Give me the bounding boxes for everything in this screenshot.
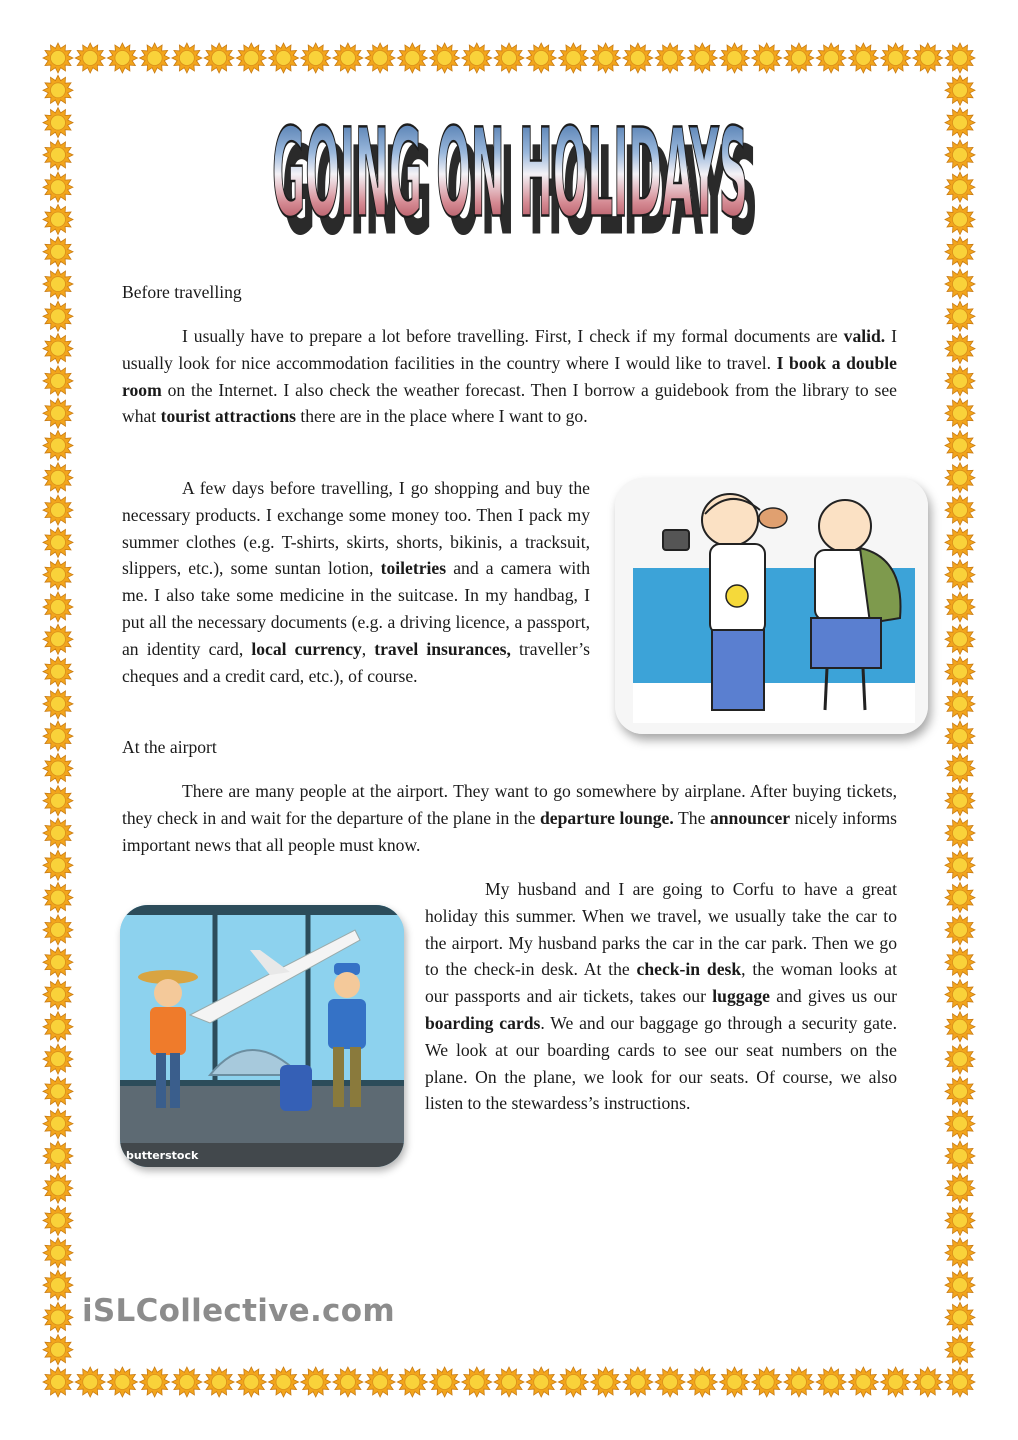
sun-icon xyxy=(623,43,653,73)
sun-icon xyxy=(784,1367,814,1397)
sun-icon xyxy=(945,205,975,235)
sun-icon xyxy=(945,75,975,105)
sun-icon xyxy=(301,1367,331,1397)
sun-icon xyxy=(945,1335,975,1365)
paragraph-airport-2: My husband and I are going to Corfu to have a great holiday this summer. When we travel, we usually take the car to the airport. My husband parks the car in the car park. Then we go to the check-in desk. At the check-in desk, the woman looks at our passports and air tickets, takes our luggage and gives us our boarding cards. We and our baggage go through a security gate. We look at our boarding cards to see our seat numbers on the plane. On the plane, we look for our seats. Of course, we also listen to the stewardess’s instructions. xyxy=(425,879,898,1114)
sun-icon xyxy=(945,850,975,880)
sun-icon xyxy=(945,463,975,493)
sun-icon xyxy=(75,1367,105,1397)
sun-icon xyxy=(945,140,975,170)
sun-icon xyxy=(43,108,73,138)
tourists-illustration xyxy=(615,478,928,734)
page-title xyxy=(262,118,762,258)
sun-icon xyxy=(43,753,73,783)
sun-icon xyxy=(43,786,73,816)
sun-icon xyxy=(43,915,73,945)
sun-icon xyxy=(623,1367,653,1397)
sun-icon xyxy=(848,43,878,73)
sun-icon xyxy=(752,1367,782,1397)
sun-icon xyxy=(945,721,975,751)
sun-icon xyxy=(75,43,105,73)
sun-icon xyxy=(945,592,975,622)
sun-icon xyxy=(945,624,975,654)
sun-icon xyxy=(526,43,556,73)
section-heading-before: Before travelling xyxy=(122,282,242,302)
sun-icon xyxy=(43,366,73,396)
sun-icon xyxy=(172,43,202,73)
sun-icon xyxy=(945,1367,975,1397)
sun-icon xyxy=(43,1141,73,1171)
sun-icon xyxy=(301,43,331,73)
sun-icon xyxy=(591,43,621,73)
sun-icon xyxy=(462,1367,492,1397)
sun-icon xyxy=(945,753,975,783)
sun-icon xyxy=(43,463,73,493)
sun-icon xyxy=(945,915,975,945)
sun-icon xyxy=(43,1206,73,1236)
sun-icon xyxy=(43,1302,73,1332)
sun-icon xyxy=(945,786,975,816)
sun-icon xyxy=(397,1367,427,1397)
sun-icon xyxy=(333,1367,363,1397)
sun-icon xyxy=(945,657,975,687)
sun-icon xyxy=(365,43,395,73)
svg-text:GOING ON HOLIDAYS: GOING ON HOLIDAYS xyxy=(282,120,758,258)
sun-icon xyxy=(43,269,73,299)
sun-icon xyxy=(43,1076,73,1106)
sun-icon xyxy=(365,1367,395,1397)
sun-icon xyxy=(43,1238,73,1268)
sun-icon xyxy=(43,527,73,557)
sun-icon xyxy=(43,1012,73,1042)
sun-icon xyxy=(43,495,73,525)
sun-icon xyxy=(945,689,975,719)
sun-icon xyxy=(945,1044,975,1074)
sun-icon xyxy=(43,883,73,913)
sun-icon xyxy=(204,1367,234,1397)
sun-icon xyxy=(945,398,975,428)
sun-icon xyxy=(43,980,73,1010)
sun-icon xyxy=(204,43,234,73)
sun-icon xyxy=(494,1367,524,1397)
sun-icon xyxy=(945,269,975,299)
sun-icon xyxy=(913,43,943,73)
sun-icon xyxy=(945,334,975,364)
sun-icon xyxy=(945,947,975,977)
sun-icon xyxy=(107,1367,137,1397)
sun-icon xyxy=(43,398,73,428)
paragraph-before-2: A few days before travelling, I go shopping and buy the necessary products. I exchange some money too. Then I pack my summer clothes (e.g. T-shirts, skirts, shorts, bikinis, a tracksuit, slippers, etc.), some suntan lotion, toiletries and a camera with me. I also take some medicine in the suitcase. In my handbag, I put all the necessary documents (e.g. a driving licence, a passport, an identity card, local currency, travel insurances, traveller’s cheques and a credit card, etc.), of course. xyxy=(122,478,591,686)
svg-text:GOING ON HOLIDAYS: GOING ON HOLIDAYS xyxy=(271,118,748,246)
sun-icon xyxy=(43,721,73,751)
sun-icon xyxy=(43,850,73,880)
sun-icon xyxy=(526,1367,556,1397)
sun-icon xyxy=(945,1206,975,1236)
sun-icon xyxy=(945,431,975,461)
sun-icon xyxy=(43,560,73,590)
sun-icon xyxy=(430,43,460,73)
sun-icon xyxy=(43,1335,73,1365)
sun-icon xyxy=(591,1367,621,1397)
sun-icon xyxy=(945,237,975,267)
sun-icon xyxy=(43,172,73,202)
stock-watermark: butterstock xyxy=(126,1149,199,1162)
sun-icon xyxy=(140,43,170,73)
sun-icon xyxy=(43,1173,73,1203)
sun-icon xyxy=(752,43,782,73)
sun-icon xyxy=(655,1367,685,1397)
sun-icon xyxy=(43,689,73,719)
sun-icon xyxy=(945,1076,975,1106)
sun-icon xyxy=(397,43,427,73)
sun-icon xyxy=(945,1238,975,1268)
sun-icon xyxy=(945,527,975,557)
sun-icon xyxy=(494,43,524,73)
sun-icon xyxy=(43,75,73,105)
sun-icon xyxy=(43,140,73,170)
sun-icon xyxy=(333,43,363,73)
sun-icon xyxy=(945,495,975,525)
section-heading-airport: At the airport xyxy=(122,737,217,757)
sun-icon xyxy=(816,43,846,73)
sun-icon xyxy=(43,237,73,267)
sun-icon xyxy=(945,1012,975,1042)
sun-icon xyxy=(720,43,750,73)
sun-icon xyxy=(881,1367,911,1397)
sun-icon xyxy=(43,301,73,331)
sun-icon xyxy=(43,205,73,235)
sun-icon xyxy=(655,43,685,73)
sun-icon xyxy=(945,1173,975,1203)
sun-icon xyxy=(945,818,975,848)
sun-icon xyxy=(945,883,975,913)
sun-icon xyxy=(43,1367,73,1397)
sun-icon xyxy=(784,43,814,73)
airport-illustration xyxy=(120,905,404,1167)
sun-icon xyxy=(558,43,588,73)
tourists-drawing xyxy=(615,478,928,734)
sun-icon xyxy=(720,1367,750,1397)
sun-icon xyxy=(945,1141,975,1171)
sun-icon xyxy=(107,43,137,73)
sun-icon xyxy=(43,657,73,687)
sun-icon xyxy=(43,1109,73,1139)
site-watermark: iSLCollective.com xyxy=(82,1293,395,1329)
sun-icon xyxy=(43,947,73,977)
sun-icon xyxy=(945,980,975,1010)
sun-icon xyxy=(269,1367,299,1397)
sun-icon xyxy=(945,43,975,73)
paragraph-before-1: I usually have to prepare a lot before travelling. First, I check if my formal documents are valid. I usually look for nice accommodation facilities in the country where I would like to travel. I book a double room on the Internet. I also check the weather forecast. Then I borrow a guidebook from the library to see what tourist attractions there are in the place where I want to go. xyxy=(122,326,897,427)
sun-icon xyxy=(913,1367,943,1397)
sun-icon xyxy=(43,624,73,654)
sun-icon xyxy=(945,1270,975,1300)
sun-icon xyxy=(687,1367,717,1397)
sun-icon xyxy=(945,560,975,590)
sun-icon xyxy=(462,43,492,73)
sun-icon xyxy=(43,1270,73,1300)
sun-icon xyxy=(43,818,73,848)
sun-icon xyxy=(236,1367,266,1397)
sun-icon xyxy=(945,172,975,202)
sun-icon xyxy=(43,1044,73,1074)
paragraph-airport-1: There are many people at the airport. They want to go somewhere by airplane. After buying tickets, they check in and wait for the departure of the plane in the departure lounge. The announcer nicely informs important news that all people must know. xyxy=(122,781,897,855)
sun-icon xyxy=(269,43,299,73)
sun-icon xyxy=(43,43,73,73)
sun-icon xyxy=(945,301,975,331)
sun-icon xyxy=(945,1302,975,1332)
sun-icon xyxy=(430,1367,460,1397)
sun-icon xyxy=(140,1367,170,1397)
sun-icon xyxy=(43,334,73,364)
sun-icon xyxy=(687,43,717,73)
sun-icon xyxy=(236,43,266,73)
sun-icon xyxy=(945,108,975,138)
sun-icon xyxy=(172,1367,202,1397)
sun-icon xyxy=(558,1367,588,1397)
sun-icon xyxy=(945,366,975,396)
airport-drawing xyxy=(120,905,404,1167)
sun-icon xyxy=(43,592,73,622)
sun-icon xyxy=(945,1109,975,1139)
sun-icon xyxy=(848,1367,878,1397)
sun-icon xyxy=(816,1367,846,1397)
sun-icon xyxy=(881,43,911,73)
sun-icon xyxy=(43,431,73,461)
